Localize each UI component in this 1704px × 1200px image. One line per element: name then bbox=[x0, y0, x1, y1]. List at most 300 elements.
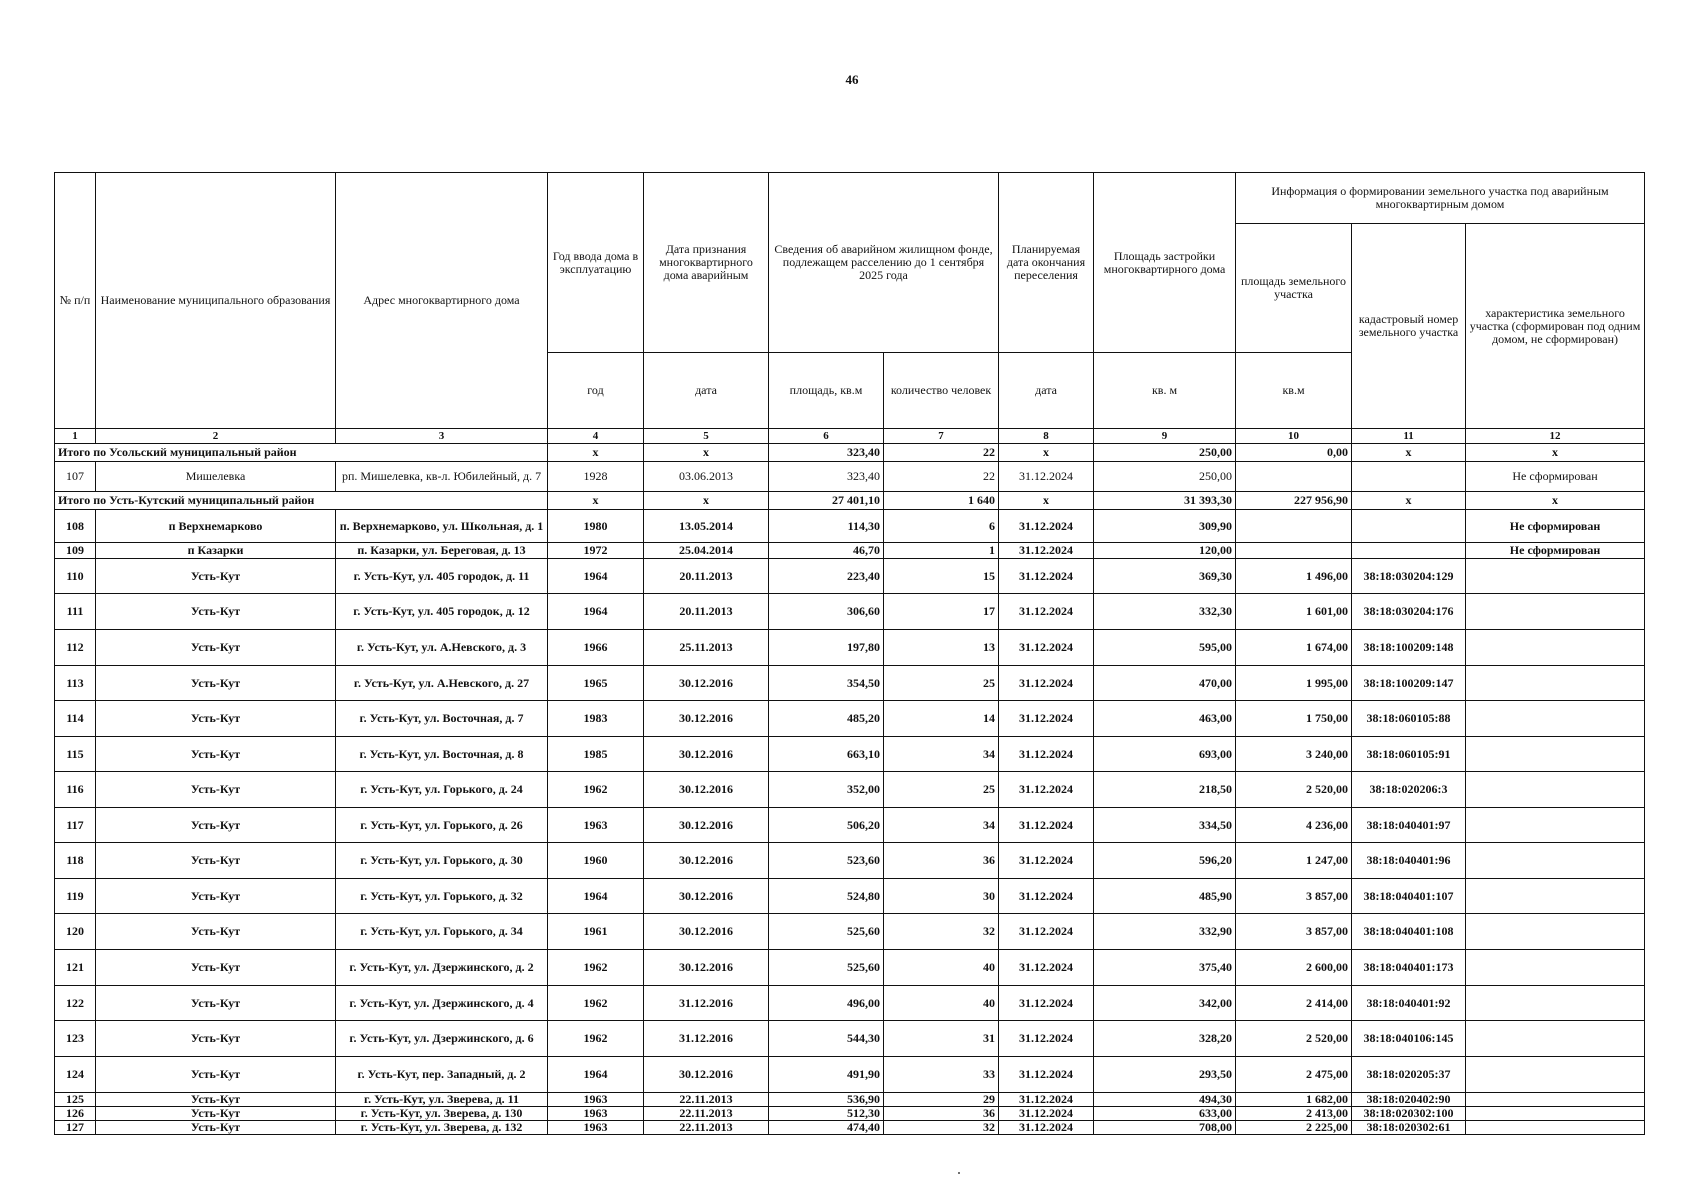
people-count: 29 bbox=[884, 1093, 999, 1107]
header-land-area: площадь земельного участка bbox=[1236, 224, 1352, 353]
header-row-number: № п/п bbox=[55, 173, 96, 429]
house-address: г. Усть-Кут, ул. Горького, д. 34 bbox=[336, 914, 548, 950]
planned-date: 31.12.2024 bbox=[999, 1057, 1094, 1093]
unit-people: количество человек bbox=[884, 353, 999, 429]
subtotal-planned: x bbox=[999, 444, 1094, 462]
cadastral-number: 38:18:020302:61 bbox=[1352, 1121, 1466, 1135]
commission-year: 1962 bbox=[548, 950, 644, 986]
people-count: 34 bbox=[884, 808, 999, 843]
table-row bbox=[55, 772, 1645, 808]
land-area: 2 600,00 bbox=[1236, 950, 1352, 986]
people-count: 40 bbox=[884, 986, 999, 1021]
cadastral-number bbox=[1352, 510, 1466, 543]
land-characteristic bbox=[1466, 879, 1645, 914]
row-number: 113 bbox=[55, 666, 96, 701]
row-number: 116 bbox=[55, 772, 96, 808]
row-number: 121 bbox=[55, 950, 96, 986]
subtotal-building-area: 250,00 bbox=[1094, 444, 1236, 462]
land-area: 1 601,00 bbox=[1236, 594, 1352, 630]
column-number: 2 bbox=[96, 429, 336, 444]
building-area: 120,00 bbox=[1094, 543, 1236, 559]
cadastral-number: 38:18:040106:145 bbox=[1352, 1021, 1466, 1057]
emergency-date: 30.12.2016 bbox=[644, 701, 769, 737]
land-area: 2 520,00 bbox=[1236, 1021, 1352, 1057]
table-row bbox=[55, 986, 1645, 1021]
header-address: Адрес многоквартирного дома bbox=[336, 173, 548, 429]
cadastral-number: 38:18:040401:107 bbox=[1352, 879, 1466, 914]
emergency-date: 25.11.2013 bbox=[644, 630, 769, 666]
planned-date: 31.12.2024 bbox=[999, 950, 1094, 986]
cadastral-number: 38:18:100209:147 bbox=[1352, 666, 1466, 701]
row-number: 119 bbox=[55, 879, 96, 914]
table-row bbox=[55, 462, 1645, 492]
column-number: 1 bbox=[55, 429, 96, 444]
emergency-area: 197,80 bbox=[769, 630, 884, 666]
commission-year: 1966 bbox=[548, 630, 644, 666]
emergency-date: 03.06.2013 bbox=[644, 462, 769, 492]
commission-year: 1928 bbox=[548, 462, 644, 492]
municipality-name: Усть-Кут bbox=[96, 986, 336, 1021]
people-count: 40 bbox=[884, 950, 999, 986]
cadastral-number bbox=[1352, 543, 1466, 559]
building-area: 595,00 bbox=[1094, 630, 1236, 666]
table-row bbox=[55, 630, 1645, 666]
people-count: 36 bbox=[884, 1107, 999, 1121]
planned-date: 31.12.2024 bbox=[999, 843, 1094, 879]
building-area: 470,00 bbox=[1094, 666, 1236, 701]
subtotal-label: Итого по Усольский муниципальный район bbox=[55, 444, 548, 462]
column-number: 6 bbox=[769, 429, 884, 444]
municipality-name: Усть-Кут bbox=[96, 914, 336, 950]
unit-date: дата bbox=[644, 353, 769, 429]
emergency-date: 30.12.2016 bbox=[644, 737, 769, 772]
commission-year: 1963 bbox=[548, 808, 644, 843]
unit-sqm: кв. м bbox=[1094, 353, 1236, 429]
people-count: 31 bbox=[884, 1021, 999, 1057]
emergency-area: 352,00 bbox=[769, 772, 884, 808]
emergency-area: 523,60 bbox=[769, 843, 884, 879]
land-characteristic bbox=[1466, 1107, 1645, 1121]
planned-date: 31.12.2024 bbox=[999, 1107, 1094, 1121]
people-count: 32 bbox=[884, 1121, 999, 1135]
municipality-name: Усть-Кут bbox=[96, 772, 336, 808]
land-characteristic: Не сформирован bbox=[1466, 543, 1645, 559]
emergency-date: 13.05.2014 bbox=[644, 510, 769, 543]
land-characteristic bbox=[1466, 559, 1645, 594]
table-row bbox=[55, 666, 1645, 701]
land-characteristic bbox=[1466, 594, 1645, 630]
emergency-date: 31.12.2016 bbox=[644, 1021, 769, 1057]
row-number: 110 bbox=[55, 559, 96, 594]
emergency-date: 30.12.2016 bbox=[644, 914, 769, 950]
commission-year: 1962 bbox=[548, 1021, 644, 1057]
municipality-name: Мишелевка bbox=[96, 462, 336, 492]
planned-date: 31.12.2024 bbox=[999, 737, 1094, 772]
unit-planned-date: дата bbox=[999, 353, 1094, 429]
emergency-housing-table bbox=[54, 172, 1645, 1135]
building-area: 693,00 bbox=[1094, 737, 1236, 772]
emergency-date: 20.11.2013 bbox=[644, 559, 769, 594]
municipality-name: Усть-Кут bbox=[96, 630, 336, 666]
commission-year: 1965 bbox=[548, 666, 644, 701]
building-area: 250,00 bbox=[1094, 462, 1236, 492]
planned-date: 31.12.2024 bbox=[999, 510, 1094, 543]
planned-date: 31.12.2024 bbox=[999, 772, 1094, 808]
people-count: 14 bbox=[884, 701, 999, 737]
emergency-area: 354,50 bbox=[769, 666, 884, 701]
emergency-date: 25.04.2014 bbox=[644, 543, 769, 559]
land-characteristic bbox=[1466, 986, 1645, 1021]
row-number: 109 bbox=[55, 543, 96, 559]
emergency-date: 31.12.2016 bbox=[644, 986, 769, 1021]
header-emergency-date: Дата признания многоквартирного дома аварийным bbox=[644, 173, 769, 353]
subtotal-people: 1 640 bbox=[884, 492, 999, 510]
table-row bbox=[55, 1093, 1645, 1107]
municipality-name: Усть-Кут bbox=[96, 1107, 336, 1121]
column-number: 4 bbox=[548, 429, 644, 444]
house-address: п. Казарки, ул. Береговая, д. 13 bbox=[336, 543, 548, 559]
planned-date: 31.12.2024 bbox=[999, 701, 1094, 737]
cadastral-number: 38:18:040401:96 bbox=[1352, 843, 1466, 879]
house-address: г. Усть-Кут, ул. Горького, д. 32 bbox=[336, 879, 548, 914]
people-count: 25 bbox=[884, 666, 999, 701]
row-number: 108 bbox=[55, 510, 96, 543]
building-area: 463,00 bbox=[1094, 701, 1236, 737]
row-number: 120 bbox=[55, 914, 96, 950]
municipality-name: Усть-Кут bbox=[96, 559, 336, 594]
subtotal-cadastral: x bbox=[1352, 444, 1466, 462]
municipality-name: Усть-Кут bbox=[96, 594, 336, 630]
building-area: 342,00 bbox=[1094, 986, 1236, 1021]
subtotal-land-area: 227 956,90 bbox=[1236, 492, 1352, 510]
house-address: г. Усть-Кут, ул. Дзержинского, д. 6 bbox=[336, 1021, 548, 1057]
table-row bbox=[55, 701, 1645, 737]
cadastral-number: 38:18:020402:90 bbox=[1352, 1093, 1466, 1107]
people-count: 32 bbox=[884, 914, 999, 950]
commission-year: 1961 bbox=[548, 914, 644, 950]
header-land-characteristic: характеристика земельного участка (сформирован под одним домом, не сформирован) bbox=[1466, 224, 1645, 429]
building-area: 334,50 bbox=[1094, 808, 1236, 843]
land-area: 1 674,00 bbox=[1236, 630, 1352, 666]
column-number: 3 bbox=[336, 429, 548, 444]
planned-date: 31.12.2024 bbox=[999, 1093, 1094, 1107]
unit-land-sqm: кв.м bbox=[1236, 353, 1352, 429]
building-area: 309,90 bbox=[1094, 510, 1236, 543]
building-area: 328,20 bbox=[1094, 1021, 1236, 1057]
column-number: 8 bbox=[999, 429, 1094, 444]
building-area: 293,50 bbox=[1094, 1057, 1236, 1093]
subtotal-land-area: 0,00 bbox=[1236, 444, 1352, 462]
people-count: 13 bbox=[884, 630, 999, 666]
land-characteristic bbox=[1466, 666, 1645, 701]
unit-year: год bbox=[548, 353, 644, 429]
land-area: 1 682,00 bbox=[1236, 1093, 1352, 1107]
row-number: 123 bbox=[55, 1021, 96, 1057]
people-count: 1 bbox=[884, 543, 999, 559]
header-commission-year: Год ввода дома в эксплуатацию bbox=[548, 173, 644, 353]
row-number: 124 bbox=[55, 1057, 96, 1093]
land-area: 4 236,00 bbox=[1236, 808, 1352, 843]
house-address: г. Усть-Кут, ул. А.Невского, д. 3 bbox=[336, 630, 548, 666]
house-address: г. Усть-Кут, ул. Горького, д. 30 bbox=[336, 843, 548, 879]
people-count: 30 bbox=[884, 879, 999, 914]
column-number: 9 bbox=[1094, 429, 1236, 444]
subtotal-label: Итого по Усть-Кутский муниципальный район bbox=[55, 492, 548, 510]
emergency-date: 30.12.2016 bbox=[644, 879, 769, 914]
municipality-name: Усть-Кут bbox=[96, 737, 336, 772]
cadastral-number: 38:18:040401:173 bbox=[1352, 950, 1466, 986]
commission-year: 1963 bbox=[548, 1121, 644, 1135]
cadastral-number: 38:18:040401:92 bbox=[1352, 986, 1466, 1021]
row-number: 107 bbox=[55, 462, 96, 492]
subtotal-date: x bbox=[644, 492, 769, 510]
row-number: 122 bbox=[55, 986, 96, 1021]
house-address: г. Усть-Кут, ул. Горького, д. 24 bbox=[336, 772, 548, 808]
land-area: 1 496,00 bbox=[1236, 559, 1352, 594]
land-area: 3 240,00 bbox=[1236, 737, 1352, 772]
land-characteristic bbox=[1466, 772, 1645, 808]
planned-date: 31.12.2024 bbox=[999, 462, 1094, 492]
land-characteristic bbox=[1466, 1121, 1645, 1135]
house-address: г. Усть-Кут, ул. Горького, д. 26 bbox=[336, 808, 548, 843]
emergency-area: 223,40 bbox=[769, 559, 884, 594]
building-area: 485,90 bbox=[1094, 879, 1236, 914]
subtotal-characteristic: x bbox=[1466, 444, 1645, 462]
building-area: 596,20 bbox=[1094, 843, 1236, 879]
people-count: 6 bbox=[884, 510, 999, 543]
building-area: 708,00 bbox=[1094, 1121, 1236, 1135]
emergency-area: 306,60 bbox=[769, 594, 884, 630]
municipality-name: Усть-Кут bbox=[96, 808, 336, 843]
row-number: 117 bbox=[55, 808, 96, 843]
people-count: 25 bbox=[884, 772, 999, 808]
row-number: 114 bbox=[55, 701, 96, 737]
house-address: г. Усть-Кут, ул. Зверева, д. 11 bbox=[336, 1093, 548, 1107]
table-row bbox=[55, 1057, 1645, 1093]
house-address: п. Верхнемарково, ул. Школьная, д. 1 bbox=[336, 510, 548, 543]
emergency-area: 663,10 bbox=[769, 737, 884, 772]
commission-year: 1962 bbox=[548, 772, 644, 808]
house-address: г. Усть-Кут, ул. 405 городок, д. 11 bbox=[336, 559, 548, 594]
building-area: 332,30 bbox=[1094, 594, 1236, 630]
emergency-area: 491,90 bbox=[769, 1057, 884, 1093]
building-area: 375,40 bbox=[1094, 950, 1236, 986]
emergency-area: 114,30 bbox=[769, 510, 884, 543]
row-number: 126 bbox=[55, 1107, 96, 1121]
column-number: 5 bbox=[644, 429, 769, 444]
people-count: 33 bbox=[884, 1057, 999, 1093]
table-row bbox=[55, 950, 1645, 986]
planned-date: 31.12.2024 bbox=[999, 808, 1094, 843]
emergency-date: 30.12.2016 bbox=[644, 666, 769, 701]
land-area: 2 414,00 bbox=[1236, 986, 1352, 1021]
people-count: 36 bbox=[884, 843, 999, 879]
emergency-area: 525,60 bbox=[769, 914, 884, 950]
subtotal-characteristic: x bbox=[1466, 492, 1645, 510]
subtotal-row bbox=[55, 444, 1645, 462]
cadastral-number: 38:18:030204:176 bbox=[1352, 594, 1466, 630]
land-area: 1 750,00 bbox=[1236, 701, 1352, 737]
municipality-name: Усть-Кут bbox=[96, 1021, 336, 1057]
subtotal-building-area: 31 393,30 bbox=[1094, 492, 1236, 510]
building-area: 218,50 bbox=[1094, 772, 1236, 808]
land-characteristic bbox=[1466, 1057, 1645, 1093]
land-area: 2 520,00 bbox=[1236, 772, 1352, 808]
house-address: рп. Мишелевка, кв-л. Юбилейный, д. 7 bbox=[336, 462, 548, 492]
row-number: 125 bbox=[55, 1093, 96, 1107]
table-row bbox=[55, 879, 1645, 914]
table-row bbox=[55, 559, 1645, 594]
subtotal-date: x bbox=[644, 444, 769, 462]
house-address: г. Усть-Кут, ул. Дзержинского, д. 2 bbox=[336, 950, 548, 986]
land-characteristic bbox=[1466, 950, 1645, 986]
land-area: 2 475,00 bbox=[1236, 1057, 1352, 1093]
subtotal-area: 27 401,10 bbox=[769, 492, 884, 510]
emergency-area: 544,30 bbox=[769, 1021, 884, 1057]
land-characteristic bbox=[1466, 914, 1645, 950]
cadastral-number: 38:18:030204:129 bbox=[1352, 559, 1466, 594]
emergency-area: 46,70 bbox=[769, 543, 884, 559]
municipality-name: Усть-Кут bbox=[96, 1057, 336, 1093]
commission-year: 1964 bbox=[548, 559, 644, 594]
people-count: 34 bbox=[884, 737, 999, 772]
commission-year: 1964 bbox=[548, 1057, 644, 1093]
emergency-area: 485,20 bbox=[769, 701, 884, 737]
commission-year: 1962 bbox=[548, 986, 644, 1021]
emergency-area: 536,90 bbox=[769, 1093, 884, 1107]
header-building-area: Площадь застройки многоквартирного дома bbox=[1094, 173, 1236, 353]
land-area bbox=[1236, 543, 1352, 559]
header-planned-date: Планируемая дата окончания переселения bbox=[999, 173, 1094, 353]
table-row bbox=[55, 1107, 1645, 1121]
emergency-date: 22.11.2013 bbox=[644, 1093, 769, 1107]
header-emergency-fund: Сведения об аварийном жилищном фонде, подлежащем расселению до 1 сентября 2025 года bbox=[769, 173, 999, 353]
planned-date: 31.12.2024 bbox=[999, 630, 1094, 666]
house-address: г. Усть-Кут, ул. 405 городок, д. 12 bbox=[336, 594, 548, 630]
commission-year: 1964 bbox=[548, 594, 644, 630]
cadastral-number: 38:18:040401:108 bbox=[1352, 914, 1466, 950]
emergency-date: 30.12.2016 bbox=[644, 772, 769, 808]
cadastral-number: 38:18:060105:91 bbox=[1352, 737, 1466, 772]
emergency-date: 30.12.2016 bbox=[644, 1057, 769, 1093]
cadastral-number: 38:18:020205:37 bbox=[1352, 1057, 1466, 1093]
emergency-area: 525,60 bbox=[769, 950, 884, 986]
table-row bbox=[55, 1021, 1645, 1057]
land-area: 3 857,00 bbox=[1236, 879, 1352, 914]
subtotal-year: x bbox=[548, 444, 644, 462]
emergency-area: 474,40 bbox=[769, 1121, 884, 1135]
header-cadastral-number: кадастровый номер земельного участка bbox=[1352, 224, 1466, 429]
land-characteristic bbox=[1466, 1093, 1645, 1107]
subtotal-people: 22 bbox=[884, 444, 999, 462]
emergency-area: 323,40 bbox=[769, 462, 884, 492]
land-area bbox=[1236, 510, 1352, 543]
cadastral-number: 38:18:060105:88 bbox=[1352, 701, 1466, 737]
page-number: 46 bbox=[845, 72, 859, 87]
row-number: 115 bbox=[55, 737, 96, 772]
table-row bbox=[55, 737, 1645, 772]
municipality-name: п Казарки bbox=[96, 543, 336, 559]
land-area: 1 247,00 bbox=[1236, 843, 1352, 879]
land-characteristic: Не сформирован bbox=[1466, 462, 1645, 492]
commission-year: 1983 bbox=[548, 701, 644, 737]
commission-year: 1964 bbox=[548, 879, 644, 914]
land-characteristic bbox=[1466, 737, 1645, 772]
planned-date: 31.12.2024 bbox=[999, 986, 1094, 1021]
cadastral-number: 38:18:100209:148 bbox=[1352, 630, 1466, 666]
municipality-name: Усть-Кут bbox=[96, 701, 336, 737]
commission-year: 1963 bbox=[548, 1093, 644, 1107]
building-area: 633,00 bbox=[1094, 1107, 1236, 1121]
emergency-date: 22.11.2013 bbox=[644, 1121, 769, 1135]
commission-year: 1960 bbox=[548, 843, 644, 879]
subtotal-planned: x bbox=[999, 492, 1094, 510]
building-area: 494,30 bbox=[1094, 1093, 1236, 1107]
land-characteristic bbox=[1466, 630, 1645, 666]
column-number: 7 bbox=[884, 429, 999, 444]
header-land-group: Информация о формировании земельного участка под аварийным многоквартирным домом bbox=[1236, 173, 1645, 224]
table-row bbox=[55, 843, 1645, 879]
planned-date: 31.12.2024 bbox=[999, 666, 1094, 701]
land-characteristic bbox=[1466, 843, 1645, 879]
row-number: 127 bbox=[55, 1121, 96, 1135]
subtotal-area: 323,40 bbox=[769, 444, 884, 462]
scan-speck bbox=[958, 1172, 960, 1174]
column-numbers-row bbox=[55, 429, 1645, 444]
subtotal-cadastral: x bbox=[1352, 492, 1466, 510]
planned-date: 31.12.2024 bbox=[999, 1121, 1094, 1135]
planned-date: 31.12.2024 bbox=[999, 914, 1094, 950]
people-count: 22 bbox=[884, 462, 999, 492]
commission-year: 1972 bbox=[548, 543, 644, 559]
cadastral-number: 38:18:040401:97 bbox=[1352, 808, 1466, 843]
house-address: г. Усть-Кут, ул. Дзержинского, д. 4 bbox=[336, 986, 548, 1021]
building-area: 369,30 bbox=[1094, 559, 1236, 594]
house-address: г. Усть-Кут, ул. Зверева, д. 130 bbox=[336, 1107, 548, 1121]
row-number: 118 bbox=[55, 843, 96, 879]
land-area bbox=[1236, 462, 1352, 492]
house-address: г. Усть-Кут, ул. А.Невского, д. 27 bbox=[336, 666, 548, 701]
land-characteristic bbox=[1466, 1021, 1645, 1057]
emergency-area: 512,30 bbox=[769, 1107, 884, 1121]
commission-year: 1980 bbox=[548, 510, 644, 543]
house-address: г. Усть-Кут, ул. Зверева, д. 132 bbox=[336, 1121, 548, 1135]
table-row bbox=[55, 914, 1645, 950]
municipality-name: п Верхнемарково bbox=[96, 510, 336, 543]
commission-year: 1963 bbox=[548, 1107, 644, 1121]
municipality-name: Усть-Кут bbox=[96, 1093, 336, 1107]
land-characteristic bbox=[1466, 701, 1645, 737]
column-number: 10 bbox=[1236, 429, 1352, 444]
emergency-area: 524,80 bbox=[769, 879, 884, 914]
house-address: г. Усть-Кут, пер. Западный, д. 2 bbox=[336, 1057, 548, 1093]
table-row bbox=[55, 543, 1645, 559]
municipality-name: Усть-Кут bbox=[96, 666, 336, 701]
emergency-date: 30.12.2016 bbox=[644, 843, 769, 879]
subtotal-year: x bbox=[548, 492, 644, 510]
planned-date: 31.12.2024 bbox=[999, 559, 1094, 594]
column-number: 12 bbox=[1466, 429, 1645, 444]
building-area: 332,90 bbox=[1094, 914, 1236, 950]
table-row bbox=[55, 808, 1645, 843]
land-characteristic: Не сформирован bbox=[1466, 510, 1645, 543]
emergency-date: 22.11.2013 bbox=[644, 1107, 769, 1121]
unit-area: площадь, кв.м bbox=[769, 353, 884, 429]
land-area: 2 413,00 bbox=[1236, 1107, 1352, 1121]
emergency-date: 30.12.2016 bbox=[644, 808, 769, 843]
header-municipality: Наименование муниципального образования bbox=[96, 173, 336, 429]
land-characteristic bbox=[1466, 808, 1645, 843]
